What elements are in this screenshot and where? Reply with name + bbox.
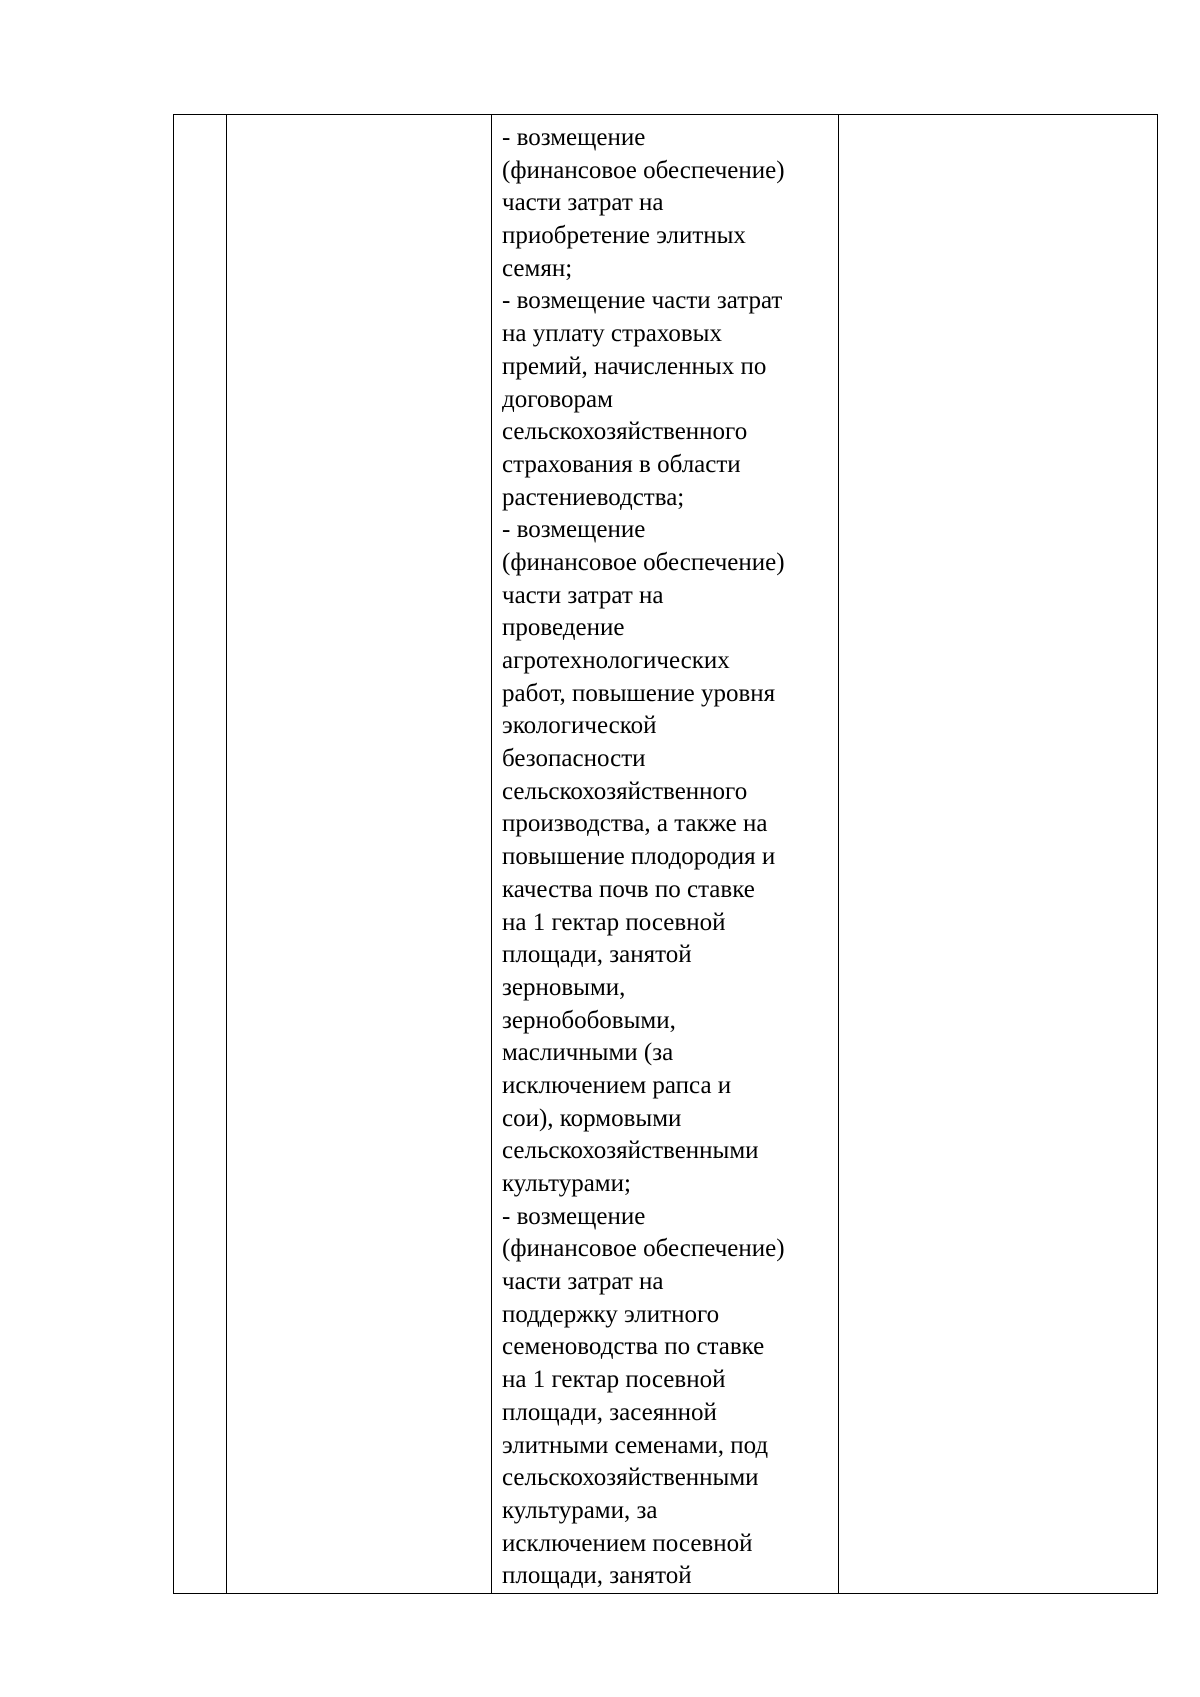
measures-text-line: площади, засеянной xyxy=(502,1398,717,1426)
measures-text-line: части затрат на xyxy=(502,189,664,217)
measures-text-line: сельскохозяйственного xyxy=(502,418,748,446)
measures-text-line: премий, начисленных по xyxy=(502,352,767,380)
measures-text-line: работ, повышение уровня xyxy=(502,679,776,707)
measures-text-line: исключением рапса и xyxy=(502,1071,732,1099)
measures-text-line: культурами; xyxy=(502,1170,631,1197)
measures-text-line: сельскохозяйственными xyxy=(502,1137,759,1165)
table-cell-name xyxy=(227,115,492,1594)
measures-text-line: семеноводства по ставке xyxy=(502,1333,765,1361)
measures-text-line: качества почв по ставке xyxy=(502,875,755,903)
measures-text-line: семян; xyxy=(502,254,573,282)
measures-text-line: производства, а также на xyxy=(502,810,768,838)
table-row xyxy=(174,115,1158,1594)
measures-text-line: (финансовое обеспечение) xyxy=(502,156,785,184)
table-cell-measures xyxy=(492,115,839,1594)
measures-text-line: сои), кормовыми xyxy=(502,1104,682,1132)
measures-text-line: (финансовое обеспечение) xyxy=(502,1235,785,1263)
measures-text-line: сельскохозяйственного xyxy=(502,777,748,805)
measures-text xyxy=(492,115,838,1593)
measures-text-line: площади, занятой xyxy=(502,941,692,969)
measures-text-line: сельскохозяйственными xyxy=(502,1464,759,1492)
measures-text-line: масличными (за xyxy=(502,1039,674,1067)
document-table xyxy=(173,114,1158,1594)
measures-text-line: повышение плодородия и xyxy=(502,843,776,871)
measures-text-line: - возмещение части затрат xyxy=(502,287,783,315)
measures-text-line: элитными семенами, под xyxy=(502,1431,769,1459)
measures-text-line: поддержку элитного xyxy=(502,1300,720,1328)
measures-text-line: приобретение элитных xyxy=(502,222,746,250)
measures-text-line: зернобобовыми, xyxy=(502,1006,676,1034)
measures-text-line: - возмещение xyxy=(502,516,646,544)
table-cell-number xyxy=(174,115,227,1594)
measures-text-line: (финансовое обеспечение) xyxy=(502,548,785,576)
measures-text-line: части затрат на xyxy=(502,581,664,609)
measures-text-line: экологической xyxy=(502,712,657,740)
measures-text-line: на уплату страховых xyxy=(502,320,722,348)
measures-text-line: агротехнологических xyxy=(502,647,730,674)
measures-text-line: культурами, за xyxy=(502,1496,658,1524)
measures-text-line: на 1 гектар посевной xyxy=(502,1366,726,1394)
measures-text-line: договорам xyxy=(502,385,613,413)
measures-text-line: части затрат на xyxy=(502,1268,664,1296)
measures-text-line: проведение xyxy=(502,614,625,642)
table-cell-notes xyxy=(839,115,1158,1594)
measures-text-line: на 1 гектар посевной xyxy=(502,908,726,936)
measures-text-line: - возмещение xyxy=(502,1202,646,1230)
measures-text-line: страхования в области xyxy=(502,450,741,478)
measures-text-line: исключением посевной xyxy=(502,1529,753,1557)
measures-text-line: безопасности xyxy=(502,745,646,773)
measures-text-line: зерновыми, xyxy=(502,973,626,1001)
measures-text-line: растениеводства; xyxy=(502,483,685,511)
measures-text-line: - возмещение xyxy=(502,124,646,151)
measures-text-line: площади, занятой xyxy=(502,1562,692,1590)
